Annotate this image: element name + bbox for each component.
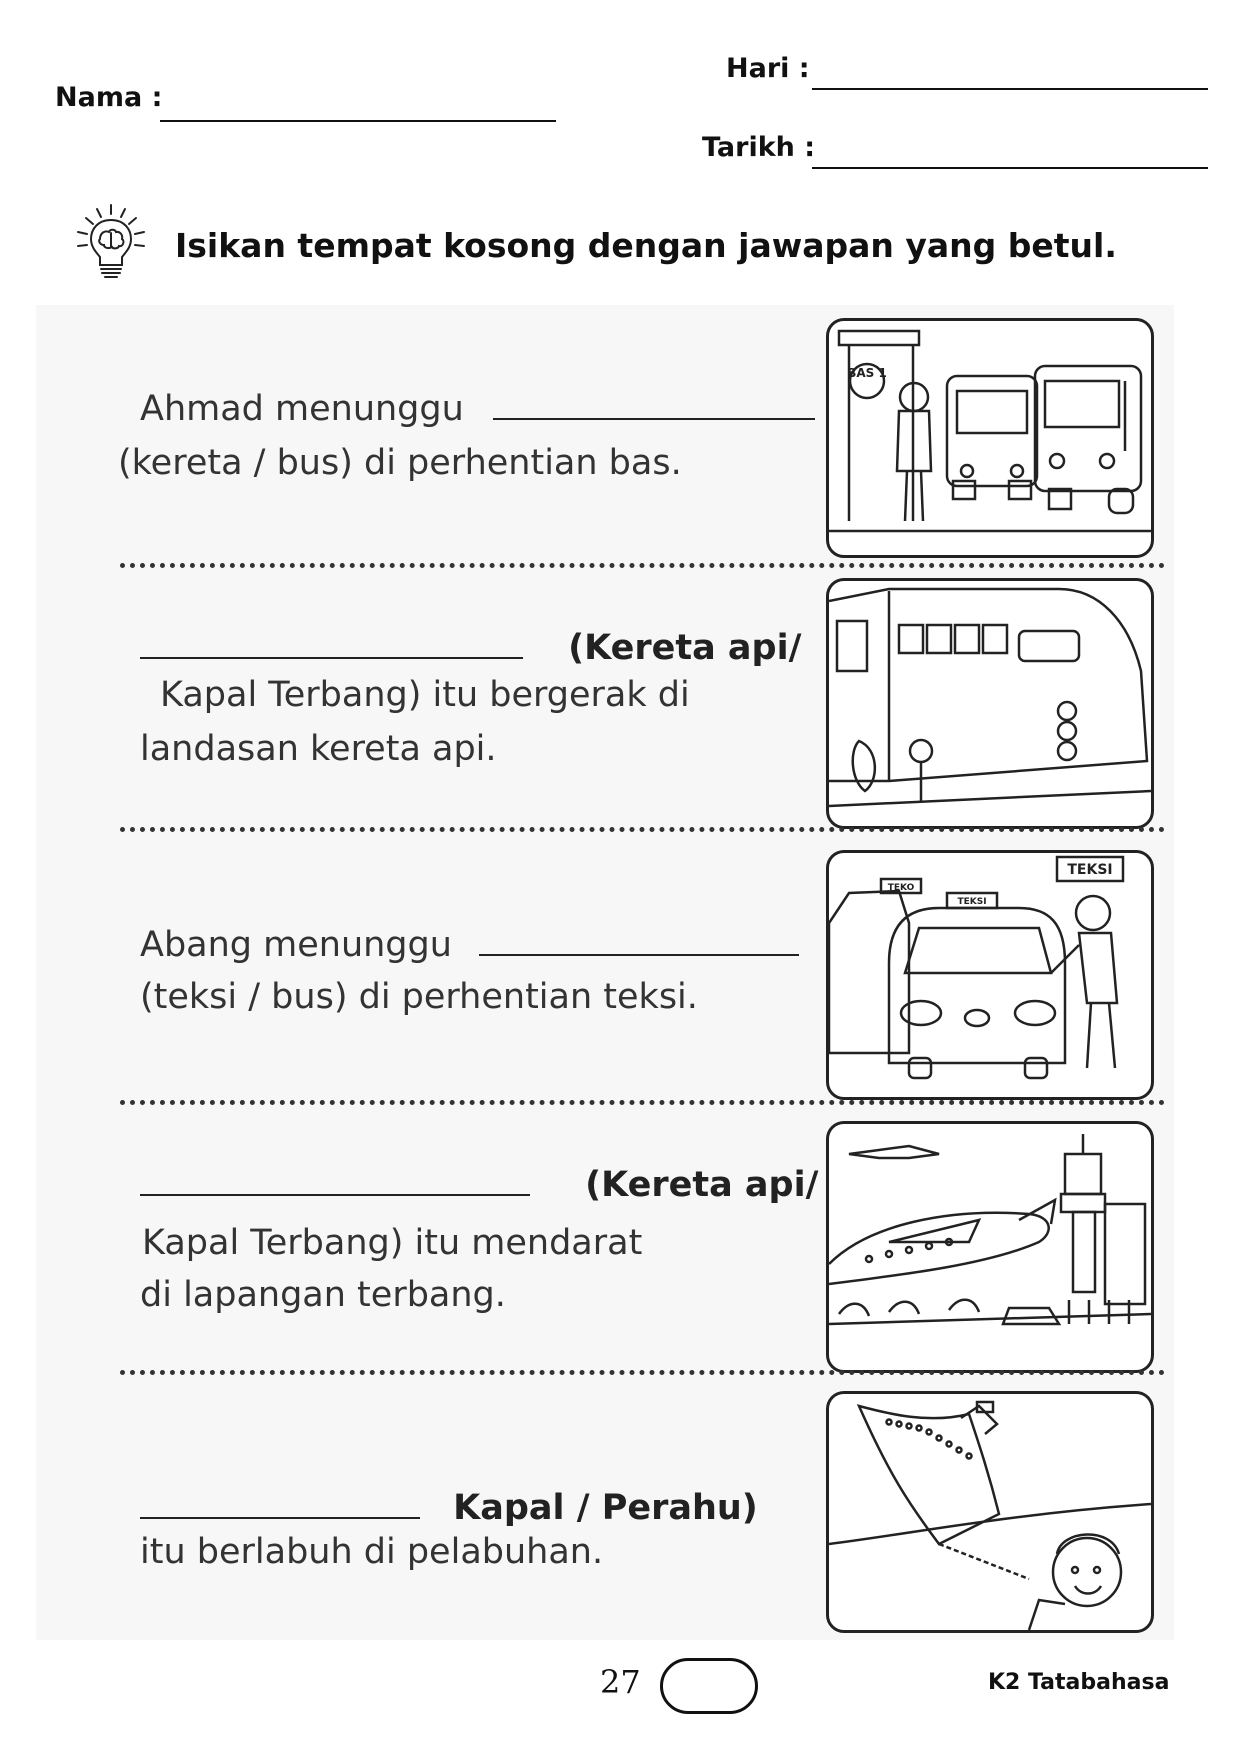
instruction-text: Isikan tempat kosong dengan jawapan yang betul.	[175, 226, 1117, 265]
question-2-line-1	[140, 627, 801, 666]
question-4-options: (Kereta api/	[585, 1165, 819, 1205]
airport-drawing	[829, 1124, 1151, 1370]
bus-stop-drawing	[829, 321, 1151, 555]
taxi-sign-text: TEKSI	[1067, 862, 1113, 878]
question-5-line-2: itu berlabuh di pelabuhan.	[140, 1532, 604, 1572]
day-field[interactable]	[812, 88, 1208, 90]
question-1-line-1	[140, 388, 815, 427]
divider-1	[120, 563, 1165, 568]
question-1-prompt: Ahmad menunggu	[140, 389, 464, 429]
date-label: Tarikh :	[702, 132, 816, 163]
question-3-line-1	[140, 924, 799, 963]
ship-illustration	[826, 1391, 1154, 1633]
divider-4	[120, 1370, 1165, 1375]
page-number: 27	[600, 1663, 641, 1701]
day-label: Hari :	[726, 53, 810, 84]
question-2-line-3: landasan kereta api.	[140, 729, 497, 769]
question-4-line-2: Kapal Terbang) itu mendarat	[142, 1223, 643, 1263]
name-field[interactable]	[160, 120, 556, 122]
taxi-roof-sign-left: TEKO	[887, 883, 915, 893]
answer-blank-5[interactable]	[140, 1487, 420, 1519]
question-5-line-1	[140, 1487, 758, 1526]
name-label: Nama :	[55, 82, 163, 113]
bus-stop-sign-text: BAS 1	[847, 366, 887, 380]
question-2-line-2: Kapal Terbang) itu bergerak di	[160, 675, 690, 715]
question-5-options: Kapal / Perahu)	[453, 1488, 758, 1528]
question-1-line-2: (kereta / bus) di perhentian bas.	[118, 443, 682, 483]
score-box[interactable]	[660, 1658, 758, 1714]
train-drawing	[829, 581, 1151, 826]
train-illustration	[826, 578, 1154, 829]
answer-blank-2[interactable]	[140, 627, 523, 659]
divider-3	[120, 1100, 1165, 1105]
date-field[interactable]	[812, 167, 1208, 169]
question-4-line-3: di lapangan terbang.	[140, 1275, 506, 1315]
answer-blank-1[interactable]	[493, 388, 815, 420]
question-3-line-2: (teksi / bus) di perhentian teksi.	[140, 977, 698, 1017]
bus-stop-illustration	[826, 318, 1154, 558]
answer-blank-3[interactable]	[479, 924, 799, 956]
footer-tag: K2 Tatabahasa	[988, 1670, 1170, 1695]
divider-2	[120, 827, 1165, 832]
airplane-illustration	[826, 1121, 1154, 1373]
taxi-illustration	[826, 850, 1154, 1100]
question-2-options: (Kereta api/	[568, 628, 802, 668]
taxi-roof-sign-right: TEKSI	[957, 897, 987, 907]
lightbulb-brain-icon	[70, 203, 152, 285]
ship-drawing	[829, 1394, 1151, 1630]
answer-blank-4[interactable]	[140, 1164, 530, 1196]
taxi-drawing	[829, 853, 1151, 1097]
question-4-line-1	[140, 1164, 818, 1203]
question-3-prompt: Abang menunggu	[140, 925, 452, 965]
